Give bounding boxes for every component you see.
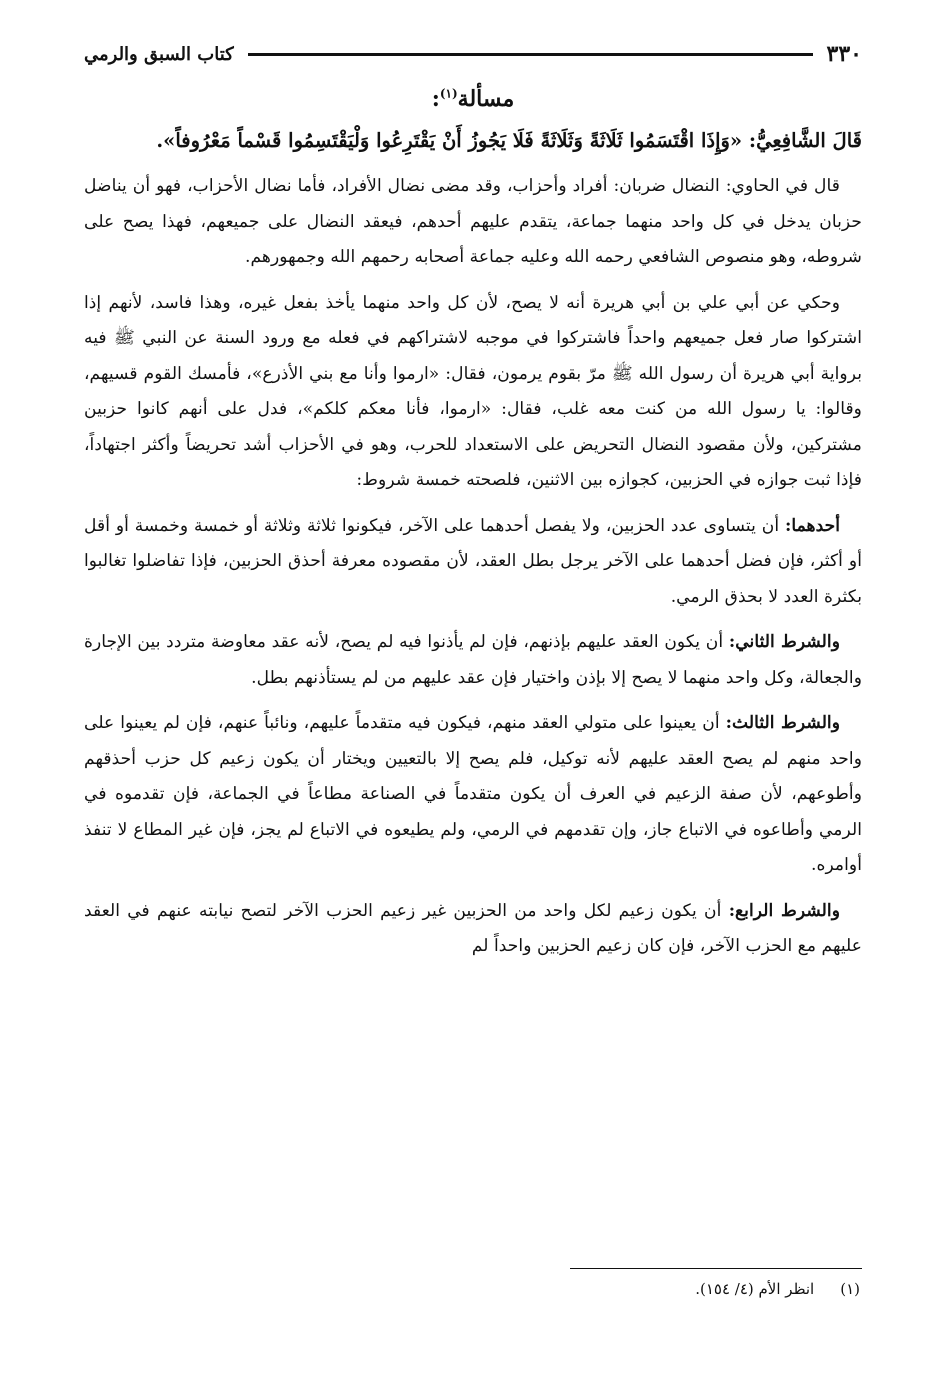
paragraph-text: أن يتساوى عدد الحزبين، ولا يفصل أحدهما على الآخر، فيكونوا ثلاثة وثلاثة أو خمسة وخمسة أو أقل أو أكثر، فإن فضل أحدهما على الآخر يرجل بطل العقد، لأن مقصوده معرفة أحذق الحزبين، فإذا تفاضلوا تغالبوا بكثرة العدد لا بحذق الرمي. — [84, 515, 862, 607]
paragraph-condition-1 — [84, 509, 862, 616]
page-header — [84, 34, 862, 74]
footnote-number: (١) — [840, 1280, 860, 1298]
paragraph-text: قال في الحاوي: النضال ضربان: أفراد وأحزاب، وقد مضى نضال الأفراد، فأما نضال الأحزاب، فهو أن يناضل حزبان يدخل في كل واحد منهما جماعة، يتقدم عليهم أحدهم، فيعقد النضال على جميعهم، فهذا يصح على شروطه، وهو منصوص الشافعي رحمه الله وعليه جماعة أصحابه رحمهم الله وجمهورهم. — [84, 176, 862, 267]
paragraph-hawi — [84, 169, 862, 276]
footnote-divider — [570, 1268, 862, 1269]
footnote-text: انظر الأم (٤/ ١٥٤). — [695, 1280, 815, 1298]
header-rule — [248, 53, 813, 56]
shafii-quote: قَالَ الشَّافِعِيُّ: «وَإِذَا اقْتَسَمُوا ثَلَاثَةً وَثَلَاثَةً فَلَا يَجُوزُ أَنْ يَقْتَرِعُوا وَلْيَقْتَسِمُوا قَسْماً مَعْرُوفاً». — [156, 129, 862, 152]
heading-text: مسألة — [457, 86, 515, 112]
footnote-marker: (١) — [439, 86, 458, 101]
condition-lead: والشرط الثاني: — [728, 632, 840, 652]
section-heading — [84, 86, 862, 112]
heading-colon: : — [431, 86, 440, 112]
paragraph-text: أن يكون زعيم لكل واحد من الحزبين غير زعيم الحزب الآخر لتصح نيابته عنهم في العقد عليهم مع الحزب الآخر، فإن كان زعيم الحزبين واحداً لم — [84, 900, 862, 956]
paragraph-text: أن يعينوا على متولي العقد منهم، فيكون فيه متقدماً عليهم، ونائباً عنهم، فإن لم يعينوا على واحد منهم لم يصح العقد عليهم لأنه توكيل، فلم يصح إلا بالتعيين ويختار أن يكون زعيم كل حزب أحذقهم وأطوعهم، لأن صفة الزعيم في العرف أن يكون متقدماً في الصناعة مطاعاً في الجماعة، فإن تقدموه في الرمي وأطاعوه في الاتباع جاز، وإن تقدمهم في الرمي، ولم يطيعوه في الاتباع لم يجز، فإن غير المطاع لا تنفذ أوامره. — [84, 713, 862, 875]
paragraph-text: وحكي عن أبي علي بن أبي هريرة أنه لا يصح، لأن كل واحد منهما يأخذ بفعل غيره، وهذا فاسد، لأنهم إذا اشتركوا صار فعل جميعهم واحداً فاشتركوا في موجبه لاشتراكهم في فعله مع ورود السنة عن النبي ﷺ فيه برواية أبي هريرة أن رسول الله ﷺ مرّ بقوم يرمون، فقال: «ارموا وأنا مع بني الأذرع»، فأمسك القوم قسيهم، وقالوا: يا رسول الله من كنت معه غلب، فقال: «ارموا، فأنا معكم كلكم»، فدل على أنهم كانوا حزبين مشتركين، ولأن مقصود النضال التحريض على الاستعداد للحرب، وهو في الأحزاب أشد تحريضاً وأكثر اجتهاداً، فإذا ثبت جوازه في الحزبين، كجوازه بين الاثنين، فلصحته خمسة شروط: — [84, 292, 862, 490]
condition-lead: أحدهما: — [784, 515, 840, 536]
paragraph-condition-3 — [84, 706, 862, 884]
paragraph-condition-2 — [84, 625, 862, 696]
footnote — [695, 1280, 860, 1298]
paragraph-text: أن يكون العقد عليهم بإذنهم، فإن لم يأذنوا فيه لم يصح، لأنه عقد معاوضة متردد بين الإجارة والجعالة، وكل واحد منهما لا يصح إلا بإذن واختيار فإن عقد عليهم من لم يستأذنهم بطل. — [84, 632, 862, 688]
paragraph-condition-4 — [84, 894, 862, 965]
condition-lead: والشرط الرابع: — [728, 900, 840, 921]
running-title: كتاب السبق والرمي — [84, 43, 234, 65]
condition-lead: والشرط الثالث: — [725, 713, 841, 733]
page-number: ٣٣٠ — [826, 41, 862, 67]
paragraph-abu-hurayra — [84, 286, 862, 499]
